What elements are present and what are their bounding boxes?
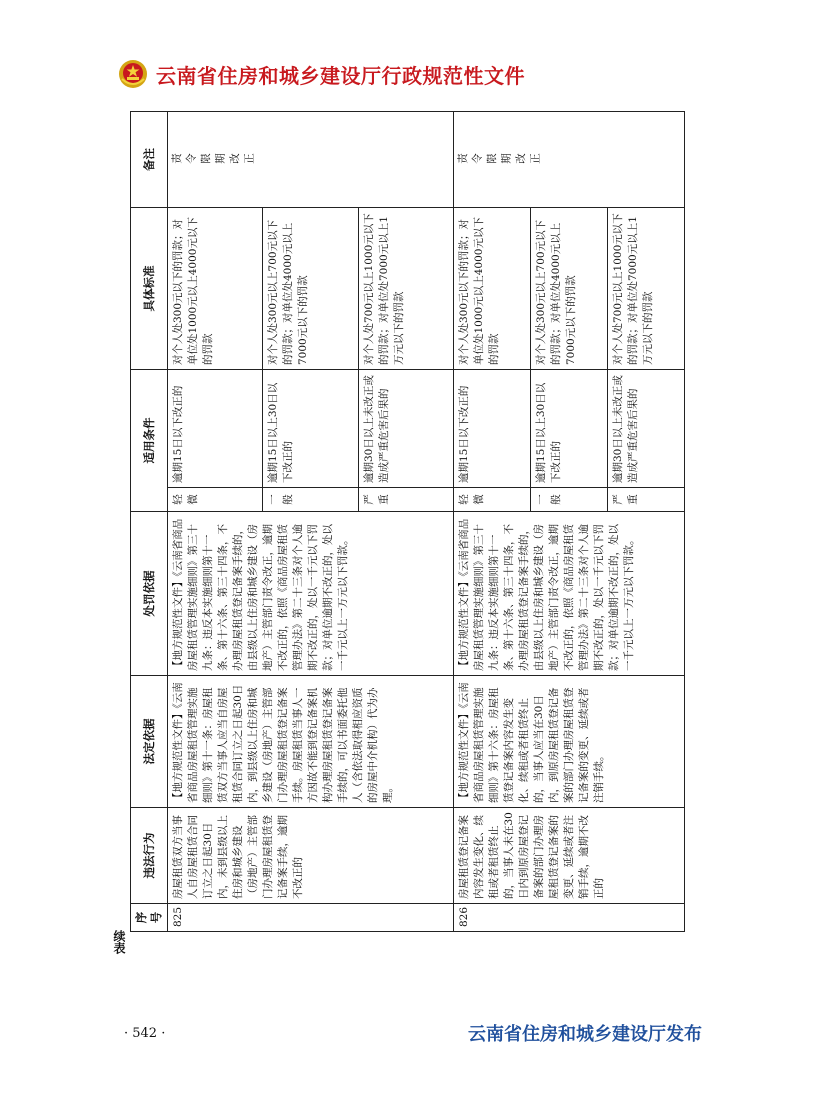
condition-general: 逾期15日以上30日以下改正的	[263, 370, 358, 488]
table-continued-caption: 续表	[112, 930, 126, 954]
severity-general: 一般	[263, 488, 358, 512]
condition-serious: 逾期30日以上未改正或造成严重危害后果的	[358, 370, 453, 488]
row-basis: 【地方规范性文件】《云南省商品房屋租赁管理实施细则》第十一条：房屋租赁双方当事人应当自房屋租赁合同订立之日起30日内，到县级以上住房和城乡建设（房地产）主管部门办理房屋租赁登记备案手续。房屋租赁当事人一方因故不能到登记备案机构办理房屋租赁登记备案手续的，可以书面委托他人（含依法取得相应资质的房屋中介机构）代为办理。	[168, 676, 454, 808]
col-header-seq: 序号	[131, 904, 168, 932]
condition-serious: 逾期30日以上未改正或造成严重危害后果的	[608, 370, 685, 488]
severity-serious: 严重	[608, 488, 685, 512]
severity-serious: 严重	[358, 488, 453, 512]
row-basis: 【地方规范性文件】《云南省商品房屋租赁管理实施细则》第十六条：房屋租赁登记备案内容发生变化、续租或者租赁终止的，当事人应当在30日内，到原房屋租赁登记备案的部门办理房屋租赁登记备案的变更、延续或者注销手续。	[454, 676, 685, 808]
severity-general: 一般	[531, 488, 608, 512]
row-note	[454, 112, 685, 208]
row-punish: 【地方规范性文件】《云南省商品房屋租赁管理实施细则》第三十九条：违反本实施细则第十一条、第十六条、第三十四条，不办理房屋租赁登记备案手续的，由县级以上住房和城乡建设（房地产）主管部门责令改正，逾期不改正的，依照《商品房屋租赁管理办法》第二十三条对个人逾期不改正的，处以一千元以下罚款；对单位逾期不改正的，处以一千元以上一万元以下罚款。	[454, 512, 685, 676]
standard-general: 对个人处300元以上700元以下的罚款；对单位处4000元以上7000元以下的罚款	[531, 208, 608, 370]
row-punish: 【地方规范性文件】《云南省商品房屋租赁管理实施细则》第三十九条：违反本实施细则第十一条、第十六条、第三十四条，不办理房屋租赁登记备案手续的，由县级以上住房和城乡建设（房地产）主管部门责令改正，逾期不改正的，依照《商品房屋租赁管理办法》第二十三条对个人逾期不改正的，处以一千元以下罚款；对单位逾期不改正的，处以一千元以上一万元以下罚款。	[168, 512, 454, 676]
table-row	[454, 112, 531, 932]
table-row	[168, 112, 263, 932]
rotated-table-area	[130, 112, 685, 932]
row-act: 房屋租赁双方当事人自房屋租赁合同订立之日起30日内，未到县级以上住房和城乡建设（房地产）主管部门办理房屋租赁登记备案手续，逾期不改正的	[168, 808, 454, 904]
note-text: 责令限期改正	[457, 153, 545, 165]
condition-light: 逾期15日以下改正的	[168, 370, 263, 488]
col-header-cond: 适用条件	[131, 370, 168, 512]
note-text: 责令限期改正	[171, 153, 258, 165]
condition-light: 逾期15日以下改正的	[454, 370, 531, 488]
standard-light: 对个人处300元以下的罚款；对单位处1000元以上4000元以下的罚款	[168, 208, 263, 370]
condition-general: 逾期15日以上30日以下改正的	[531, 370, 608, 488]
standard-general: 对个人处300元以上700元以下的罚款；对单位处4000元以上7000元以下的罚款	[263, 208, 358, 370]
standard-serious: 对个人处700元以上1000元以下的罚款；对单位处7000元以上1万元以下的罚款	[358, 208, 453, 370]
publisher-footer: 云南省住房和城乡建设厅发布	[468, 1024, 702, 1045]
table-header-row	[131, 112, 168, 932]
page-header	[118, 56, 678, 92]
penalty-standard-table	[130, 111, 685, 932]
row-act: 房屋租赁登记备案内容发生变化、续租或者租赁终止的，当事人未在30日内到原房屋登记备案的部门办理房屋租赁登记备案的变更、延续或者注销手续，逾期不改正的	[454, 808, 685, 904]
row-seq: 825	[168, 904, 454, 932]
col-header-punish: 处罚依据	[131, 512, 168, 676]
national-emblem-icon	[118, 59, 148, 89]
row-note	[168, 112, 454, 208]
document-title: 云南省住房和城乡建设厅行政规范性文件	[156, 63, 525, 88]
col-header-note: 备注	[131, 112, 168, 208]
severity-light: 轻微	[168, 488, 263, 512]
col-header-basis: 法定依据	[131, 676, 168, 808]
standard-serious: 对个人处700元以上1000元以下的罚款；对单位处7000元以上1万元以下的罚款	[608, 208, 685, 370]
page-number: · 542 ·	[124, 1026, 166, 1041]
standard-light: 对个人处300元以下的罚款；对单位处1000元以上4000元以下的罚款	[454, 208, 531, 370]
severity-light: 轻微	[454, 488, 531, 512]
col-header-std: 具体标准	[131, 208, 168, 370]
row-seq: 826	[454, 904, 685, 932]
col-header-act: 违法行为	[131, 808, 168, 904]
